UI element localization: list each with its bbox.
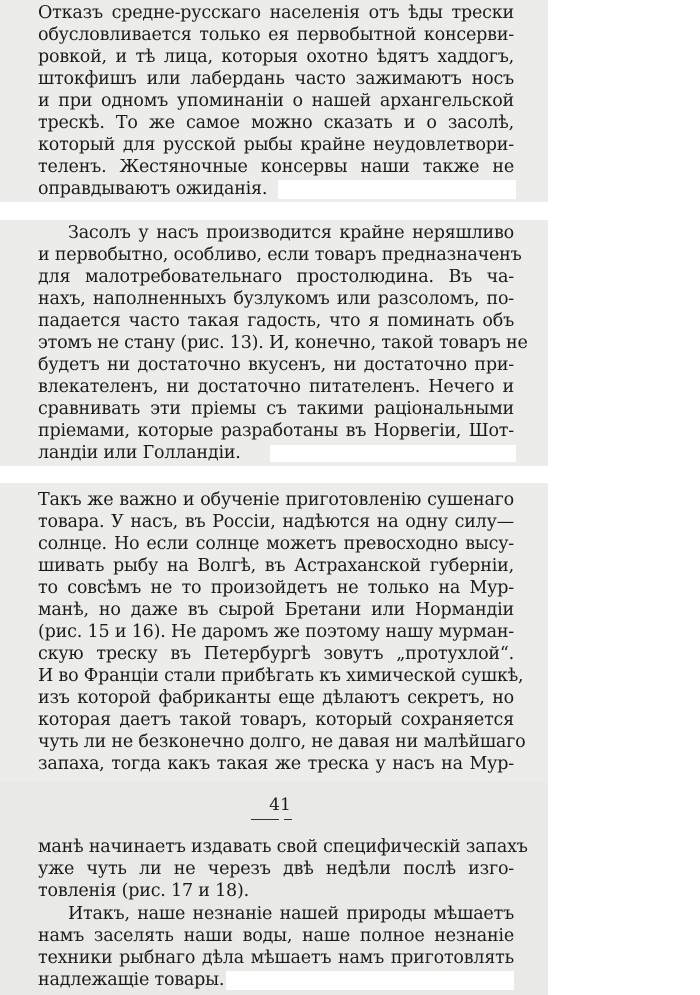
- text-line: Итакъ, наше незнаніе нашей природы мѣшаетъ: [68, 904, 514, 924]
- redaction-box: [226, 971, 514, 990]
- text-line: (рис. 15 и 16). Не даромъ же поэтому нашу мурман-: [38, 622, 514, 642]
- text-line: Такъ же важно и обученіе приготовленію сушенаго: [38, 490, 514, 510]
- text-line: для малотребовательнаго простолюдина. Въ ча-: [38, 267, 514, 287]
- scan-fragment-2: [0, 220, 548, 466]
- text-line: солнце. Но если солнце можетъ превосходно высу-: [38, 534, 514, 554]
- text-line: чуть ли не безконечно долго, не давая ни малѣйшаго: [38, 732, 526, 752]
- text-line: трескѣ. То же самое можно сказать и о засолѣ,: [38, 113, 514, 133]
- text-line: намъ заселять наши воды, наше полное незнаніе: [38, 926, 514, 946]
- text-line: манѣ начинаетъ издавать свой специфическій запахъ: [38, 837, 528, 857]
- text-line: товара. У насъ, въ Россіи, надѣются на одну силу—: [38, 512, 514, 532]
- text-line: оправдываютъ ожиданія.: [38, 179, 268, 199]
- scan-fragment-1: [0, 0, 548, 202]
- text-line: надлежащіе товары.: [38, 970, 225, 990]
- text-line: Засолъ у насъ производится крайне неряшливо: [68, 223, 514, 243]
- redaction-box: [278, 180, 516, 199]
- text-line: то совсѣмъ не то произойдетъ не только на Мур-: [38, 578, 514, 598]
- text-line: которая даетъ такой товаръ, который сохраняется: [38, 710, 514, 730]
- text-line: и первобытно, особливо, если товаръ предназначенъ: [38, 245, 522, 265]
- page-number-rule: [251, 819, 279, 820]
- text-line: техники рыбнаго дѣла мѣшаетъ намъ приготовлять: [38, 948, 514, 968]
- text-line: скую треску въ Петербургѣ зовутъ „протухлой“.: [38, 644, 514, 664]
- text-line: влекателенъ, ни достаточно питателенъ. Нечего и: [38, 377, 514, 397]
- text-line: И во Франціи стали прибѣгать къ химической сушкѣ,: [38, 666, 524, 686]
- page-number-rule: [284, 819, 292, 820]
- scan-fragment-3: [0, 483, 548, 782]
- text-line: падается часто такая гадость, что я поминать объ: [38, 311, 514, 331]
- text-line: товленія (рис. 17 и 18).: [38, 881, 249, 901]
- text-line: и при одномъ упоминаніи о нашей архангельской: [38, 91, 514, 111]
- page-number: 41: [269, 795, 291, 815]
- text-line: изъ которой фабриканты еще дѣлаютъ секретъ, но: [38, 688, 514, 708]
- text-line: пріемами, которые разработаны въ Норвегіи, Шот-: [38, 421, 514, 441]
- text-line: нахъ, наполненныхъ бузлукомъ или разсоломъ, по-: [38, 289, 514, 309]
- text-line: сравнивать эти пріемы съ такими раціональными: [38, 399, 514, 419]
- redaction-box: [270, 445, 516, 462]
- text-line: ландіи или Голландіи.: [38, 443, 241, 463]
- text-line: будетъ ни достаточно вкусенъ, ни достаточно при-: [38, 355, 514, 375]
- text-line: который для русской рыбы крайне неудовлетвори-: [38, 135, 514, 155]
- text-line: шивать рыбу на Волгѣ, въ Астраханской губерніи,: [38, 556, 514, 576]
- text-line: штокфишъ или лабердань часто зажимаютъ носъ: [38, 69, 514, 89]
- text-line: теленъ. Жестяночные консервы наши также не: [38, 157, 514, 177]
- text-line: этомъ не стану (рис. 13). И, конечно, такой товаръ не: [38, 333, 528, 353]
- text-line: обусловливается только ея первобытной консерви-: [38, 25, 514, 45]
- text-line: запаха, тогда какъ такая же треска у насъ на Мур-: [38, 754, 514, 774]
- text-line: манѣ, но даже въ сырой Бретани или Нормандіи: [38, 600, 514, 620]
- text-line: Отказъ средне-русскаго населенія отъ ѣды трески: [38, 3, 514, 23]
- scan-fragment-4: [0, 782, 548, 995]
- text-line: уже чуть ли не черезъ двѣ недѣли послѣ изго-: [38, 859, 514, 879]
- text-line: ровкой, и тѣ лица, которыя охотно ѣдятъ хаддогъ,: [38, 47, 514, 67]
